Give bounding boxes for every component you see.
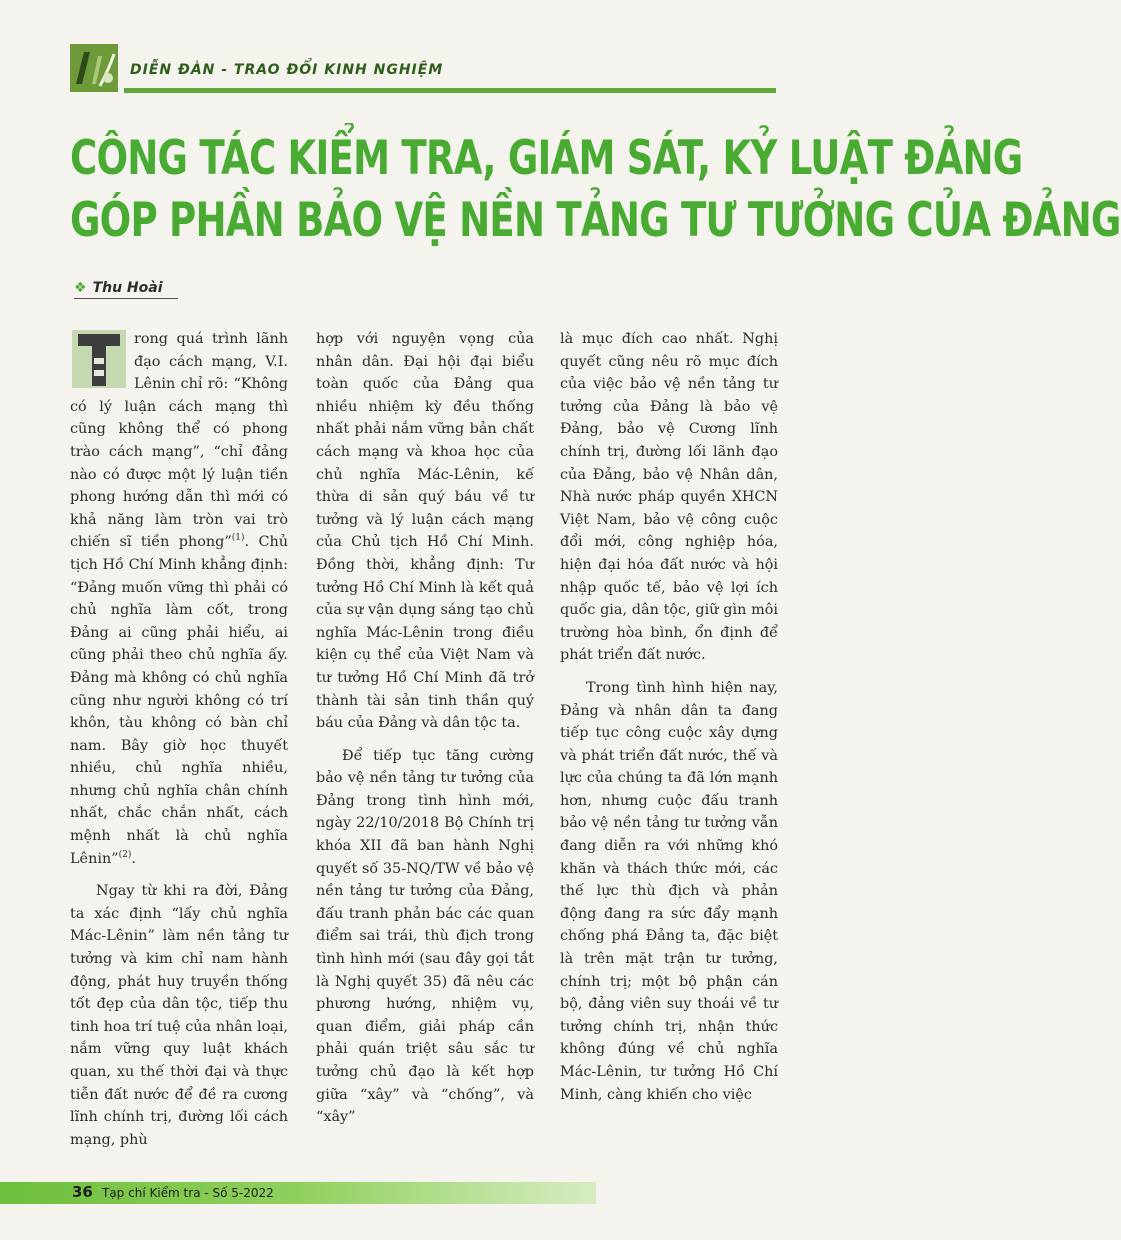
journal-name: Tạp chí Kiểm tra - Số 5-2022 [102,1186,274,1200]
text-column-1 [70,328,288,1148]
footnote-ref-1: (1) [231,533,245,544]
header-divider [124,88,776,93]
title-line-1: CÔNG TÁC KIỂM TRA, GIÁM SÁT, KỶ LUẬT ĐẢNG [70,131,1023,186]
title-line-2: GÓP PHẦN BẢO VỆ NỀN TẢNG TƯ TƯỞNG CỦA ĐẢNG [70,193,1121,248]
diamond-bullet-icon: ❖ [74,280,87,296]
col1-p1-mid: . Chủ tịch Hồ Chí Minh khẳng định: “Đảng muốn vững thì phải có chủ nghĩa làm cốt, trong Đảng ai cũng phải hiểu, ai cũng phải theo chủ nghĩa ấy. Đảng mà không có chủ nghĩa cũng như người không có trí khôn, tàu không có bàn chỉ nam. Bây giờ học thuyết nhiều, chủ nghĩa nhiều, nhưng chủ nghĩa chân chính nhất, chắc chắn nhất, cách mệnh nhất là chủ nghĩa Lênin” [70,534,288,867]
text-column-2 [316,328,534,1148]
author-byline [74,280,163,296]
col1-p1-lead: rong quá trình lãnh đạo cách mạng, V.I. Lênin chỉ rõ: “Không có lý luận cách mạng thì cũng không thể có phong trào cách mạng”, “chỉ đảng nào có được một lý luận tiền phong hướng dẫn thì mới có khả năng làm tròn vai trò chiến sĩ tiền phong” [70,331,288,551]
page-number: 36 [72,1183,93,1201]
author-underline [74,298,178,299]
section-logo-icon [70,44,118,92]
section-label: DIỄN ĐÀN - TRAO ĐỔI KINH NGHIỆM [130,62,444,78]
col1-paragraph-2: Ngay từ khi ra đời, Đảng ta xác định “lấy chủ nghĩa Mác-Lênin” làm nền tảng tư tưởng và kim chỉ nam hành động, phát huy truyền thống tốt đẹp của dân tộc, tiếp thu tinh hoa trí tuệ của nhân loại, nắm vững quy luật khách quan, xu thế thời đại và thực tiễn đất nước để đề ra cương lĩnh chính trị, đường lối cách mạng, phù [70,883,288,1148]
col1-p1-end: . [131,850,136,867]
drop-cap-t-icon [70,328,128,392]
section-header [70,44,776,96]
col3-paragraph-2: Trong tình hình hiện nay, Đảng và nhân dân ta đang tiếp tục công cuộc xây dựng và phát triển đất nước, thế và lực của chúng ta đã lớn mạnh hơn, nhưng cuộc đấu tranh bảo vệ nền tảng tư tưởng vẫn đang diễn ra với những khó khăn và thách thức mới, các thế lực thù địch và phản động đang ra sức đẩy mạnh chống phá Đảng ta, đặc biệt là trên mặt trận tư tưởng, chính trị; một bộ phận cán bộ, đảng viên suy thoái về tư tưởng chính trị, nhận thức không đúng về chủ nghĩa Mác-Lênin, tư tưởng Hồ Chí Minh, càng khiến cho việc [560,679,778,1103]
author-name: Thu Hoài [92,280,163,296]
col3-paragraph-1: là mục đích cao nhất. Nghị quyết cũng nêu rõ mục đích của việc bảo vệ nền tảng tư tưởng của Đảng là bảo vệ Đảng, bảo vệ Cương lĩnh chính trị, đường lối lãnh đạo của Đảng, bảo vệ Nhân dân, Nhà nước pháp quyền XHCN Việt Nam, bảo vệ công cuộc đổi mới, công nghiệp hóa, hiện đại hóa đất nước và hội nhập quốc tế, bảo vệ lợi ích quốc gia, dân tộc, giữ gìn môi trường hòa bình, ổn định để phát triển đất nước. [560,331,778,664]
footnote-ref-2: (2) [118,849,132,860]
text-column-3 [560,328,778,1148]
col2-paragraph-1: hợp với nguyện vọng của nhân dân. Đại hội đại biểu toàn quốc của Đảng qua nhiều nhiệm kỳ đều thống nhất phải nắm vững bản chất cách mạng và khoa học của chủ nghĩa Mác-Lênin, kế thừa di sản quý báu về tư tưởng và lý luận cách mạng của Chủ tịch Hồ Chí Minh. Đồng thời, khẳng định: Tư tưởng Hồ Chí Minh là kết quả của sự vận dụng sáng tạo chủ nghĩa Mác-Lênin trong điều kiện cụ thể của Việt Nam và tư tưởng Hồ Chí Minh đã trở thành tài sản tinh thần quý báu của Đảng và dân tộc ta. [316,331,534,732]
col2-paragraph-2: Để tiếp tục tăng cường bảo vệ nền tảng tư tưởng của Đảng trong tình hình mới, ngày 22/10/2018 Bộ Chính trị khóa XII đã ban hành Nghị quyết số 35-NQ/TW về bảo vệ nền tảng tư tưởng của Đảng, đấu tranh phản bác các quan điểm sai trái, thù địch trong tình hình mới (sau đây gọi tắt là Nghị quyết 35) đã nêu các phương hướng, nhiệm vụ, quan điểm, giải pháp cần phải quán triệt sâu sắc tư tưởng chủ đạo là kết hợp giữa “xây” và “chống”, và “xây” [316,747,534,1126]
article-title [70,128,1121,252]
col1-paragraph-1 [70,328,288,870]
